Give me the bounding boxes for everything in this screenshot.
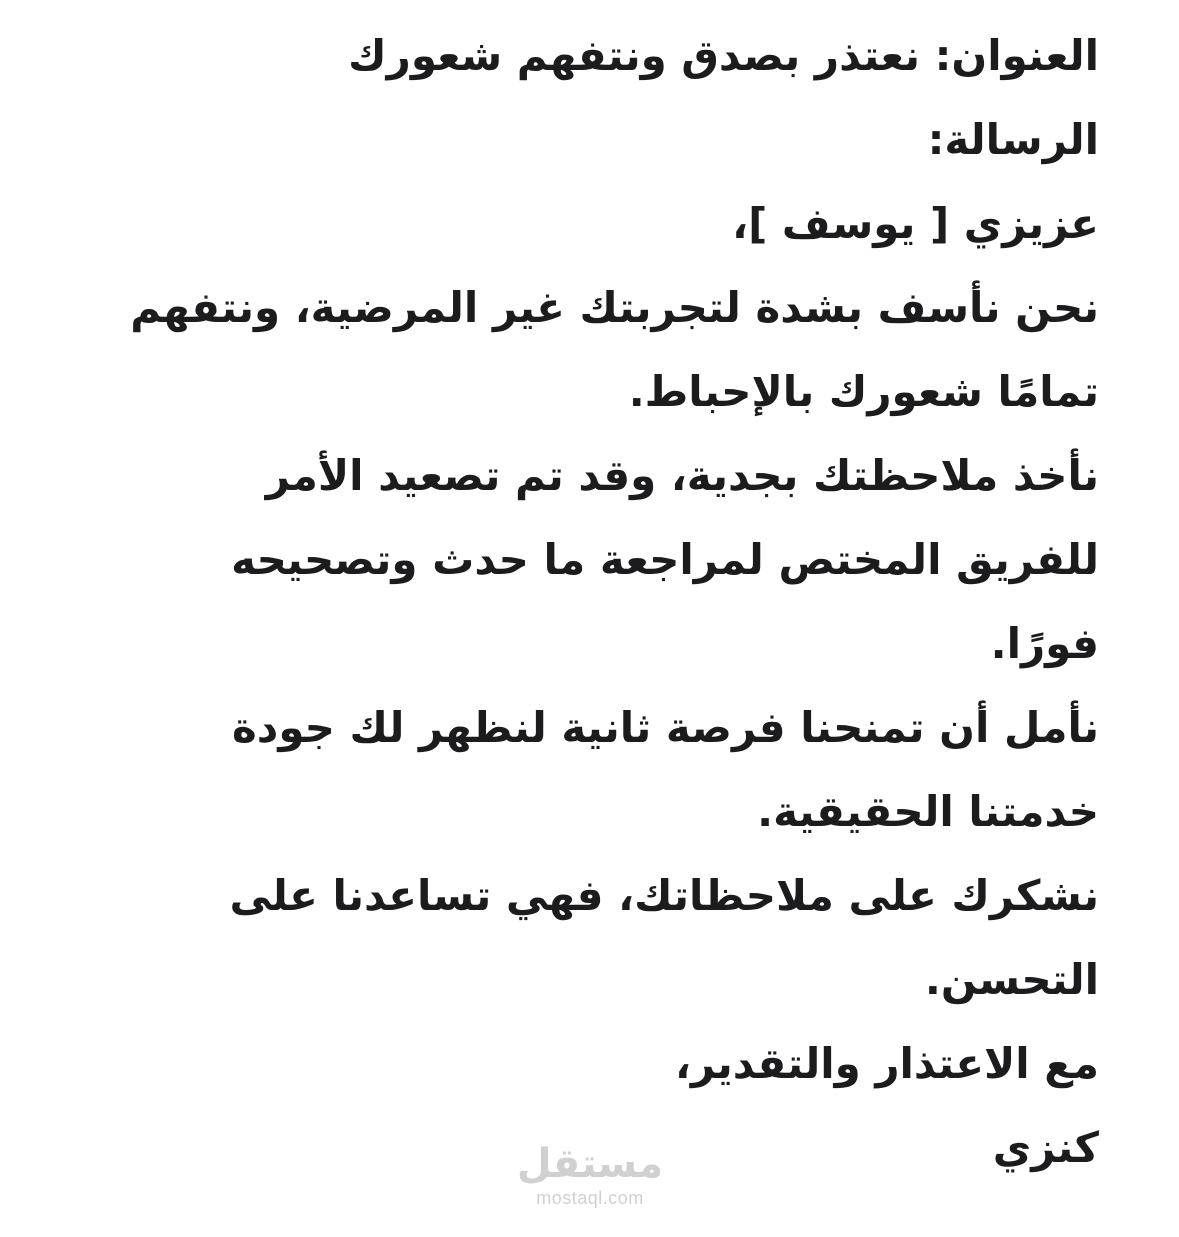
body-line-8: نشكرك على ملاحظاتك، فهي تساعدنا على <box>229 871 1099 920</box>
message-document <box>69 14 1099 1190</box>
message-label: الرسالة: <box>927 115 1099 164</box>
subject-line: العنوان: نعتذر بصدق ونتفهم شعورك <box>348 31 1099 80</box>
watermark-url: mostaql.com <box>536 1188 644 1208</box>
body-line-7: خدمتنا الحقيقية. <box>757 787 1099 836</box>
body-line-1: نحن نأسف بشدة لتجربتك غير المرضية، ونتفهم <box>130 283 1099 332</box>
closing-line: مع الاعتذار والتقدير، <box>674 1039 1099 1088</box>
body-line-2: تمامًا شعورك بالإحباط. <box>628 367 1099 416</box>
body-line-4: للفريق المختص لمراجعة ما حدث وتصحيحه <box>231 535 1099 584</box>
signature-line: كنزي <box>992 1123 1099 1172</box>
body-line-3: نأخذ ملاحظتك بجدية، وقد تم تصعيد الأمر <box>265 451 1099 500</box>
body-line-6: نأمل أن تمنحنا فرصة ثانية لنظهر لك جودة <box>231 703 1099 752</box>
body-line-9: التحسن. <box>924 955 1099 1004</box>
mostaql-watermark <box>505 1140 675 1208</box>
greeting-line: عزيزي [ يوسف ]، <box>732 199 1099 248</box>
body-line-5: فورًا. <box>990 619 1099 668</box>
watermark-logo: مستقل <box>516 1141 664 1187</box>
